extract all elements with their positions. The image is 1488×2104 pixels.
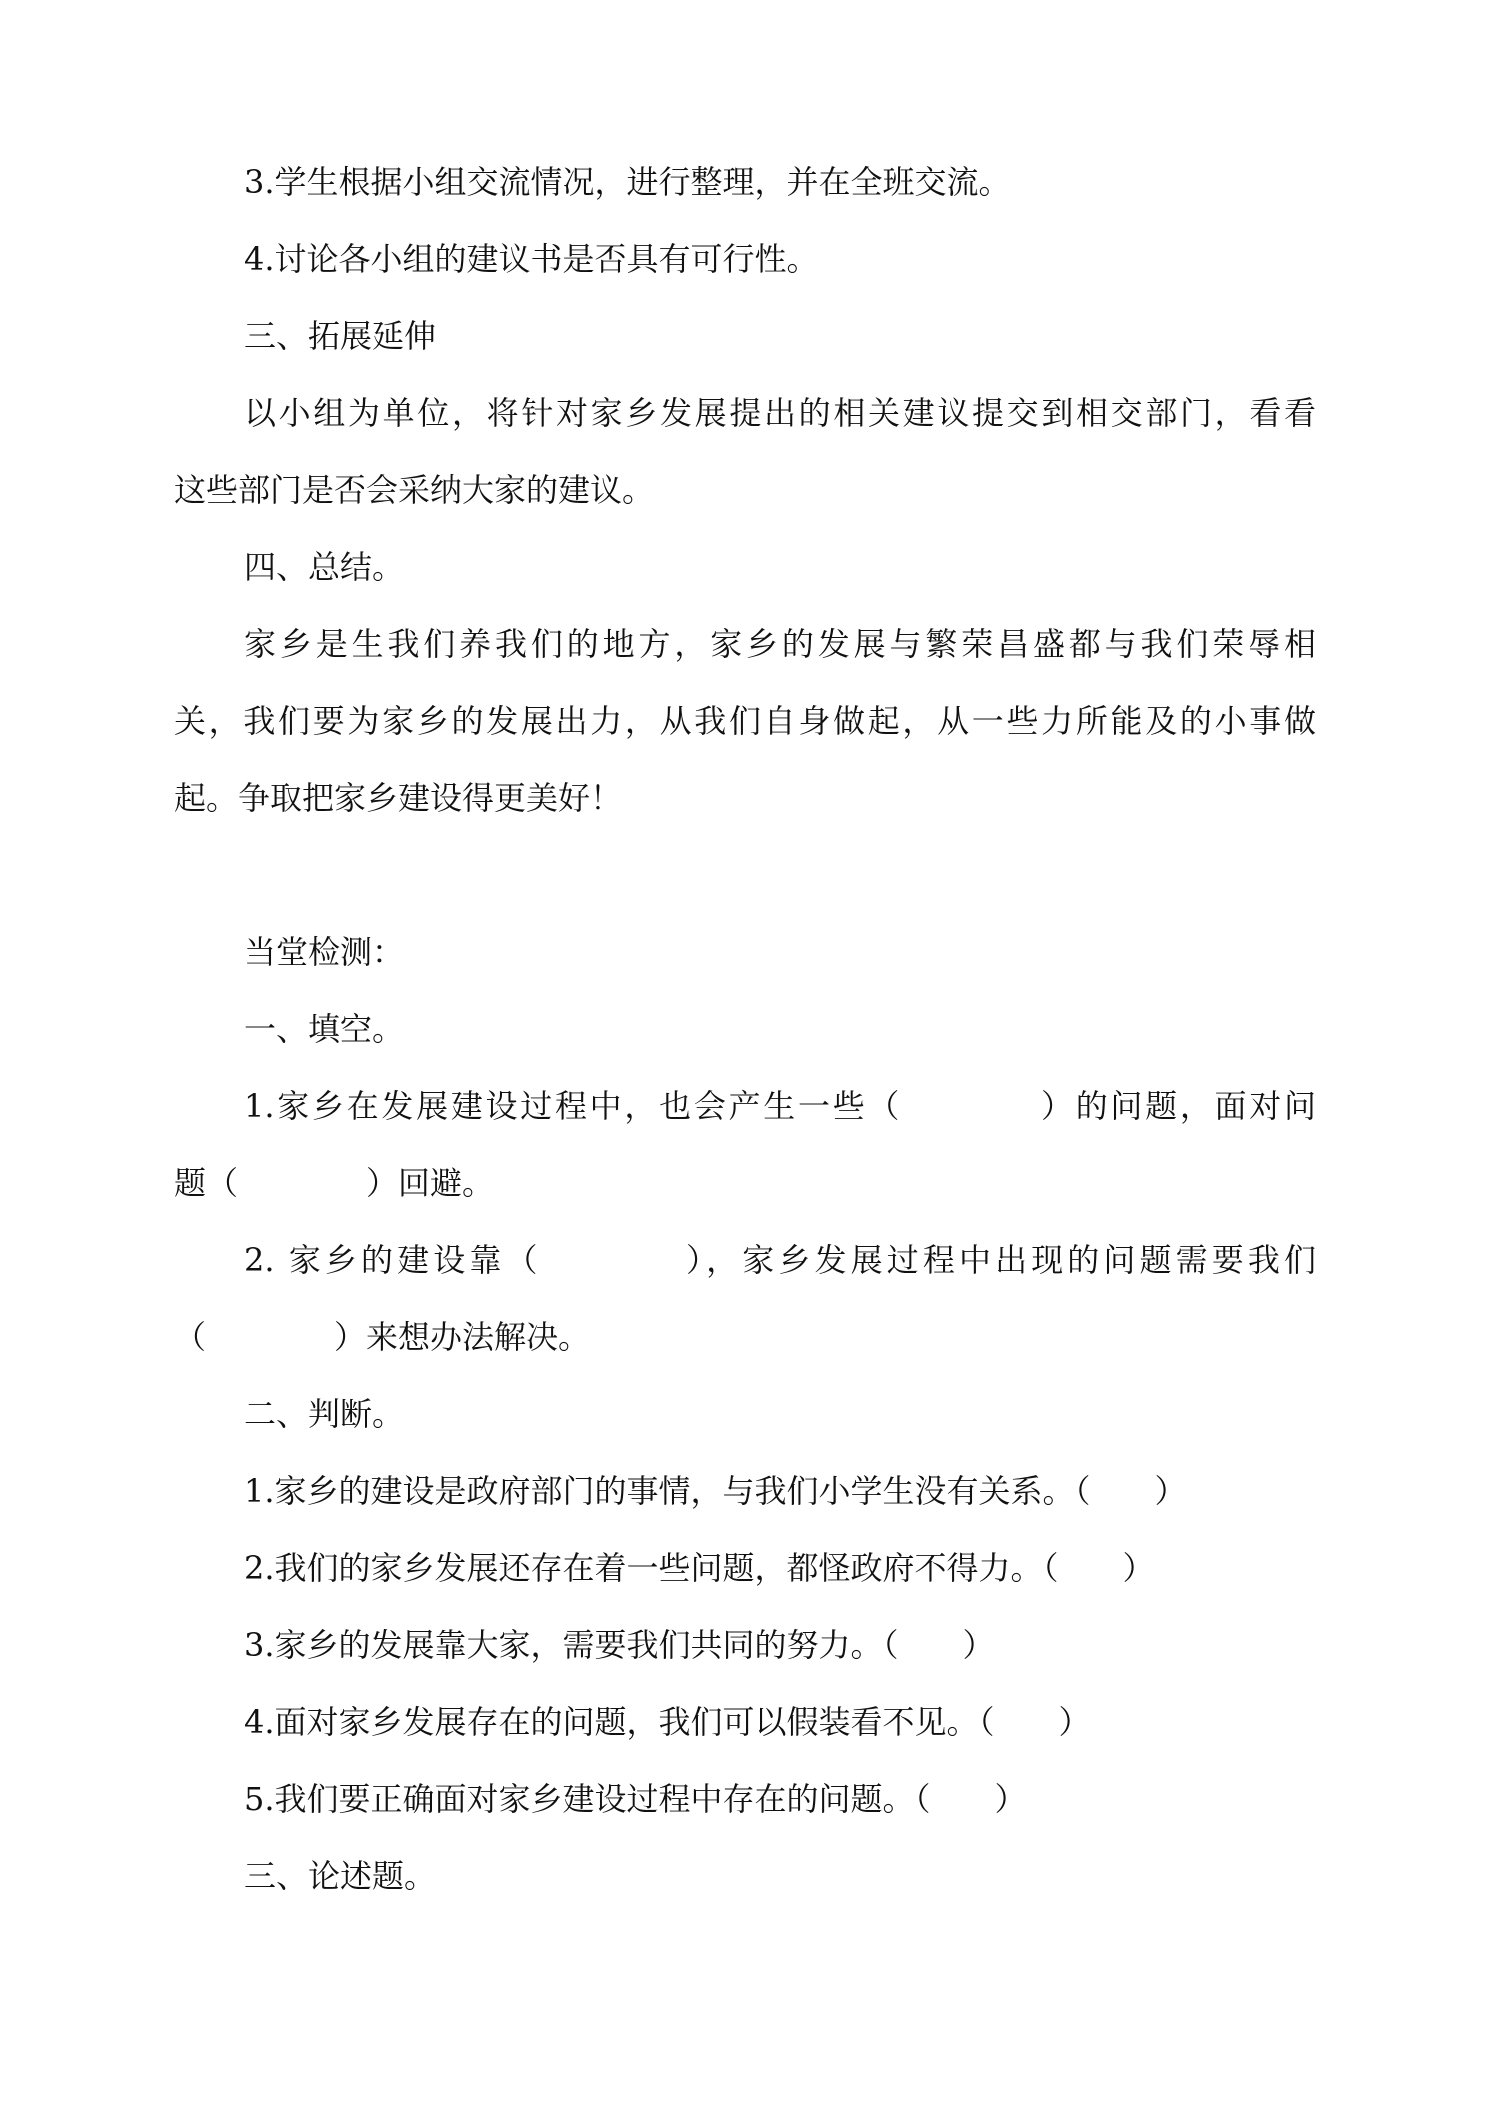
paragraph-extension-line-1: 以小组为单位，将针对家乡发展提出的相关建议提交到相交部门，看看 [244, 394, 1316, 432]
fill-blank-question-2-line-2: （ ）来想办法解决。 [174, 1318, 591, 1356]
section-heading-fill-blank: 一、填空。 [244, 1010, 405, 1048]
fill-blank-question-2-line-1: 2. 家乡的建设靠（ ），家乡发展过程中出现的问题需要我们 [244, 1241, 1316, 1279]
heading-in-class-test: 当堂检测： [244, 933, 405, 971]
text-line-step-4: 4.讨论各小组的建议书是否具有可行性。 [244, 240, 819, 278]
paragraph-summary-line-2: 关，我们要为家乡的发展出力，从我们自身做起，从一些力所能及的小事做 [174, 702, 1316, 740]
true-false-question-3: 3.家乡的发展靠大家，需要我们共同的努力。（ ） [244, 1626, 995, 1664]
section-heading-essay: 三、论述题。 [244, 1857, 437, 1895]
section-heading-true-false: 二、判断。 [244, 1395, 405, 1433]
true-false-question-5: 5.我们要正确面对家乡建设过程中存在的问题。（ ） [244, 1780, 1027, 1818]
section-heading-summary: 四、总结。 [244, 548, 405, 586]
fill-blank-question-1-line-1: 1.家乡在发展建设过程中，也会产生一些（ ）的问题，面对问 [244, 1087, 1316, 1125]
section-heading-extension: 三、拓展延伸 [244, 317, 437, 355]
text-line-step-3: 3.学生根据小组交流情况，进行整理，并在全班交流。 [244, 163, 1011, 201]
paragraph-extension-line-2: 这些部门是否会采纳大家的建议。 [174, 471, 655, 509]
true-false-question-4: 4.面对家乡发展存在的问题，我们可以假装看不见。（ ） [244, 1703, 1091, 1741]
true-false-question-2: 2.我们的家乡发展还存在着一些问题，都怪政府不得力。（ ） [244, 1549, 1155, 1587]
true-false-question-1: 1.家乡的建设是政府部门的事情，与我们小学生没有关系。（ ） [244, 1472, 1187, 1510]
paragraph-summary-line-1: 家乡是生我们养我们的地方，家乡的发展与繁荣昌盛都与我们荣辱相 [244, 625, 1316, 663]
paragraph-summary-line-3: 起。争取把家乡建设得更美好！ [174, 779, 623, 817]
fill-blank-question-1-line-2: 题（ ）回避。 [174, 1164, 495, 1202]
